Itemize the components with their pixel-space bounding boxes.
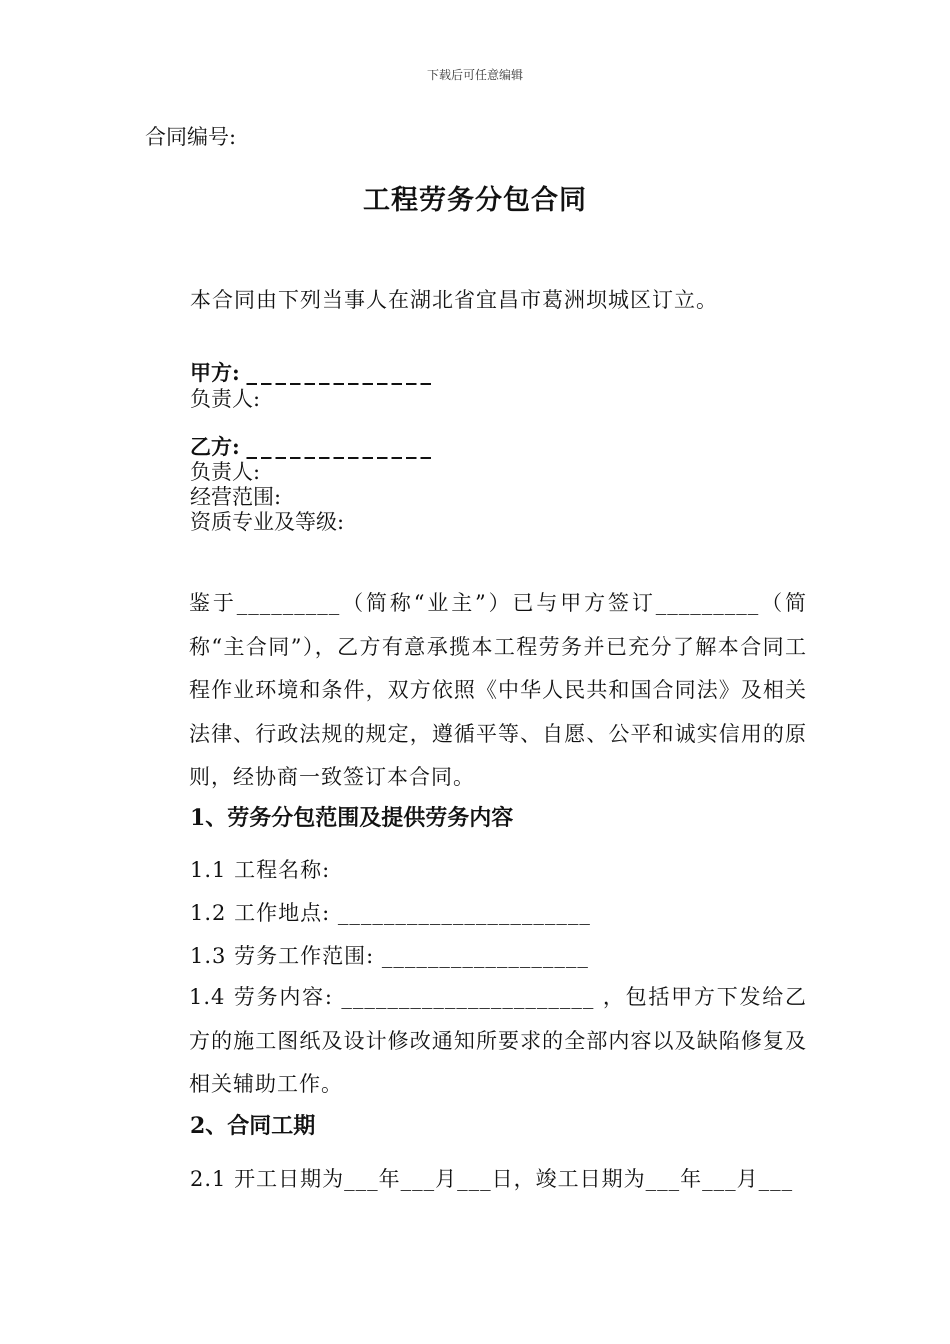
item-1-4-paragraph: [145, 976, 807, 1107]
recital-paragraph: [145, 582, 807, 800]
item-1-3: 1.3 劳务工作范围: __________________: [190, 944, 589, 968]
party-b-label: 乙方:: [190, 434, 240, 459]
item-2-1: 2.1 开工日期为___年___月___日，竣工日期为___年___月___: [190, 1167, 794, 1191]
party-b-line: [190, 434, 435, 460]
party-b-scope: 经营范围:: [190, 485, 282, 509]
party-b-qualification: 资质专业及等级:: [190, 510, 345, 534]
header-note: 下载后可任意编辑: [426, 68, 523, 82]
item-1-1: 1.1 工程名称:: [190, 858, 331, 882]
recital-text: 鉴于_________（简称“业主”）已与甲方签订_________（简称“主合同”），乙方有意承揽本工程劳务并已充分了解本合同工程作业环境和条件，双方依照《中华人民共和国合同法》及相关法律、行政法规的规定，遵循平等、自愿、公平和诚实信用的原则，经协商一致签订本合同。: [189, 591, 807, 789]
section-1-heading: 1、劳务分包范围及提供劳务内容: [190, 805, 514, 831]
item-1-2: 1.2 工作地点: ______________________: [190, 901, 591, 925]
party-b-blank: _____________: [246, 434, 435, 459]
party-a-responsible: 负责人:: [190, 387, 261, 411]
section-2-heading: 2、合同工期: [190, 1113, 316, 1139]
party-a-line: [190, 360, 435, 386]
party-b-responsible: 负责人:: [190, 460, 261, 484]
party-a-blank: _____________: [246, 360, 435, 385]
item-1-4: 1.4 劳务内容: ______________________ ，包括甲方下发给乙方的施工图纸及设计修改通知所要求的全部内容以及缺陷修复及相关辅助工作。: [189, 985, 807, 1096]
party-a-label: 甲方:: [190, 360, 240, 385]
contract-number-label: 合同编号:: [145, 125, 237, 149]
document-title: 工程劳务分包合同: [363, 185, 587, 216]
intro-paragraph: 本合同由下列当事人在湖北省宜昌市葛洲坝城区订立。: [190, 288, 718, 312]
